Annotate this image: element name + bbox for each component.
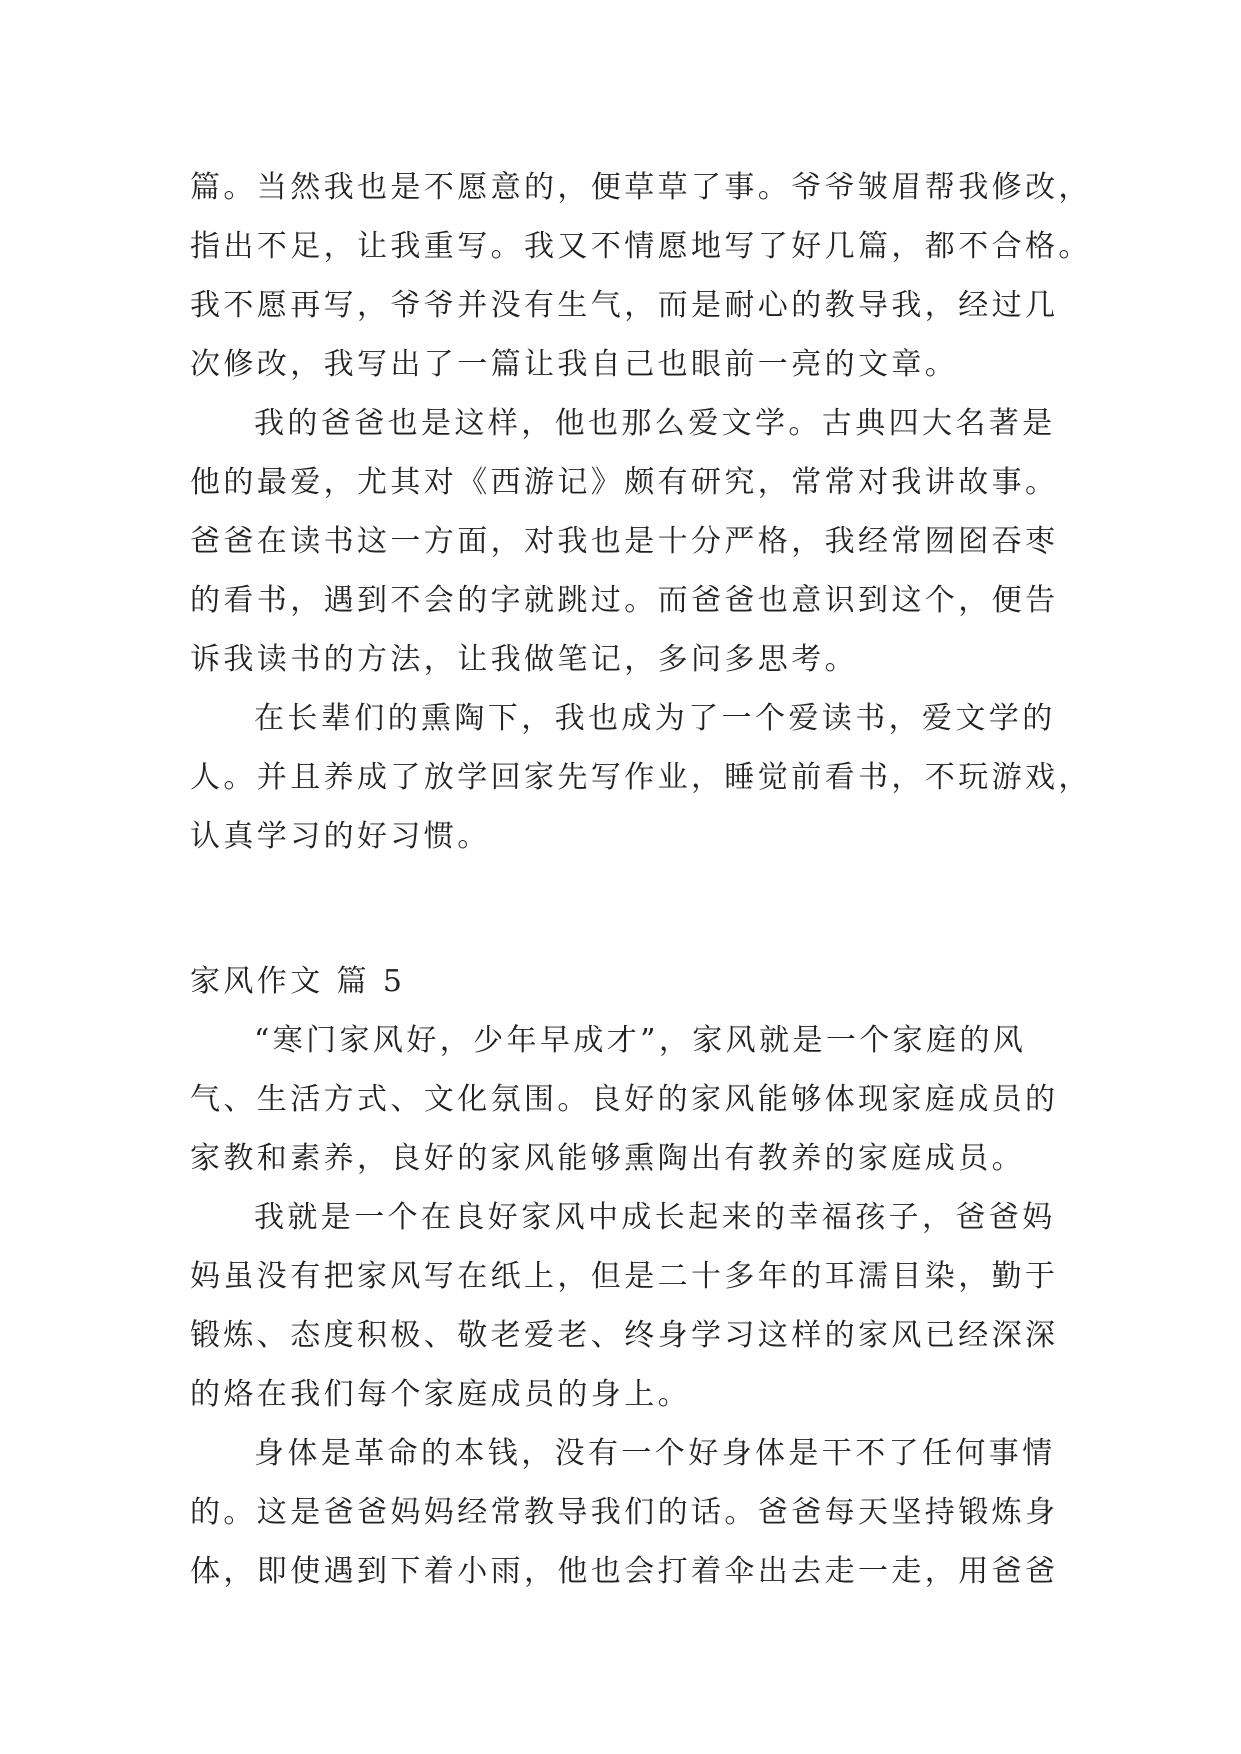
paragraph <box>190 394 1060 689</box>
text-line: 气、生活方式、文化氛围。良好的家风能够体现家庭成员的 <box>190 1082 1059 1117</box>
text-line: 身体是革命的本钱，没有一个好身体是干不了任何事情 <box>254 1436 1056 1471</box>
text-line: 的烙在我们每个家庭成员的身上。 <box>190 1377 691 1412</box>
text-line: 诉我读书的方法，让我做笔记，多问多思考。 <box>190 642 858 677</box>
text-line: 认真学习的好习惯。 <box>190 819 491 854</box>
text-line: 家教和素养，良好的家风能够熏陶出有教养的家庭成员。 <box>190 1141 1025 1176</box>
text-line: 我就是一个在良好家风中成长起来的幸福孩子，爸爸妈 <box>254 1200 1056 1235</box>
text-line: 在长辈们的熏陶下，我也成为了一个爱读书，爱文学的 <box>254 701 1056 736</box>
text-line: 他的最爱，尤其对《西游记》颇有研究，常常对我讲故事。 <box>190 465 1059 500</box>
text-line: 爸爸在读书这一方面，对我也是十分严格，我经常囫囵吞枣 <box>190 524 1059 559</box>
text-line: 体，即使遇到下着小雨，他也会打着伞出去走一走，用爸爸 <box>190 1554 1059 1589</box>
section-heading: 家风作文 篇 5 <box>190 964 406 999</box>
document-body <box>190 158 1092 1601</box>
text-line: 我的爸爸也是这样，他也那么爱文学。古典四大名著是 <box>254 406 1056 441</box>
text-line: 指出不足，让我重写。我又不情愿地写了好几篇，都不合格。 <box>190 229 1092 264</box>
text-line: “寒门家风好，少年早成才”，家风就是一个家庭的风 <box>254 1023 1027 1058</box>
paragraph <box>190 1188 1060 1424</box>
text-line: 的。这是爸爸妈妈经常教导我们的话。爸爸每天坚持锻炼身 <box>190 1495 1059 1530</box>
text-line: 锻炼、态度积极、敬老爱老、终身学习这样的家风已经深深 <box>190 1318 1059 1353</box>
text-line: 人。并且养成了放学回家先写作业，睡觉前看书，不玩游戏， <box>190 760 1092 795</box>
text-line: 的看书，遇到不会的字就跳过。而爸爸也意识到这个，便告 <box>190 583 1059 618</box>
paragraph <box>190 1424 1060 1601</box>
section-spacer <box>190 866 1060 952</box>
paragraph <box>190 1011 1060 1188</box>
text-line: 我不愿再写，爷爷并没有生气，而是耐心的教导我，经过几 <box>190 288 1059 323</box>
paragraph <box>190 689 1092 866</box>
paragraph <box>190 158 1092 394</box>
text-line: 妈虽没有把家风写在纸上，但是二十多年的耳濡目染，勤于 <box>190 1259 1059 1294</box>
text-line: 篇。当然我也是不愿意的，便草草了事。爷爷皱眉帮我修改， <box>190 170 1092 205</box>
text-line: 次修改，我写出了一篇让我自己也眼前一亮的文章。 <box>190 347 959 382</box>
